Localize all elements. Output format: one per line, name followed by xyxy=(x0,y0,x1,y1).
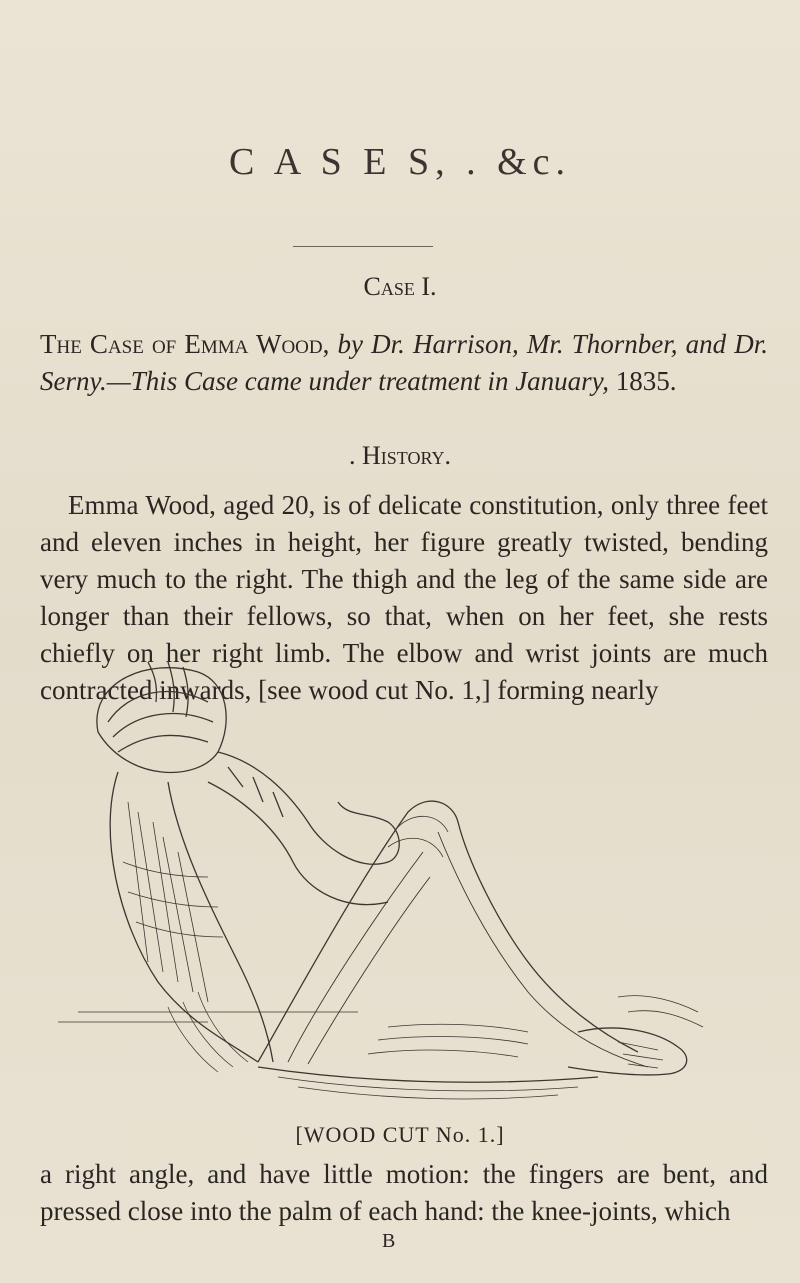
figure-foot xyxy=(568,1028,687,1075)
figure-torso xyxy=(110,772,258,1062)
paragraph-history: Emma Wood, aged 20, is of delicate constitution, only three feet and eleven inches in height, her figure greatly twisted, bending very much to the right. The thigh and the leg of the same side are longer than their fellows, so that, when on her feet, she rests chiefly on her right limb. The elbow and wrist joints are much contracted inwards, [see wood cut No. 1,] forming nearly xyxy=(40,490,768,705)
page-heading: C A S E S, . &c. xyxy=(229,141,571,183)
case-intro-rest: by Dr. Harrison, Mr. Thornber, and Dr. Serny.—This Case came under treatment in January, xyxy=(40,329,768,396)
figure-leg xyxy=(258,801,638,1062)
figure-arm xyxy=(218,752,399,864)
figure-caption: [WOOD CUT No. 1.] xyxy=(295,1122,505,1147)
case-intro-year: 1835. xyxy=(608,366,677,396)
woodcut-illustration xyxy=(58,662,718,1122)
case-title: Case I. xyxy=(363,272,437,301)
case-intro xyxy=(40,326,768,400)
heading-rule xyxy=(293,246,433,247)
signature-mark: B xyxy=(382,1230,396,1252)
section-title: . History. xyxy=(349,441,451,470)
paragraph-continued: a right angle, and have little motion: the fingers are bent, and pressed close into the palm of each hand: the knee-joints, which xyxy=(40,1159,768,1226)
case-intro-lead: The Case of Emma Wood, xyxy=(40,329,330,359)
